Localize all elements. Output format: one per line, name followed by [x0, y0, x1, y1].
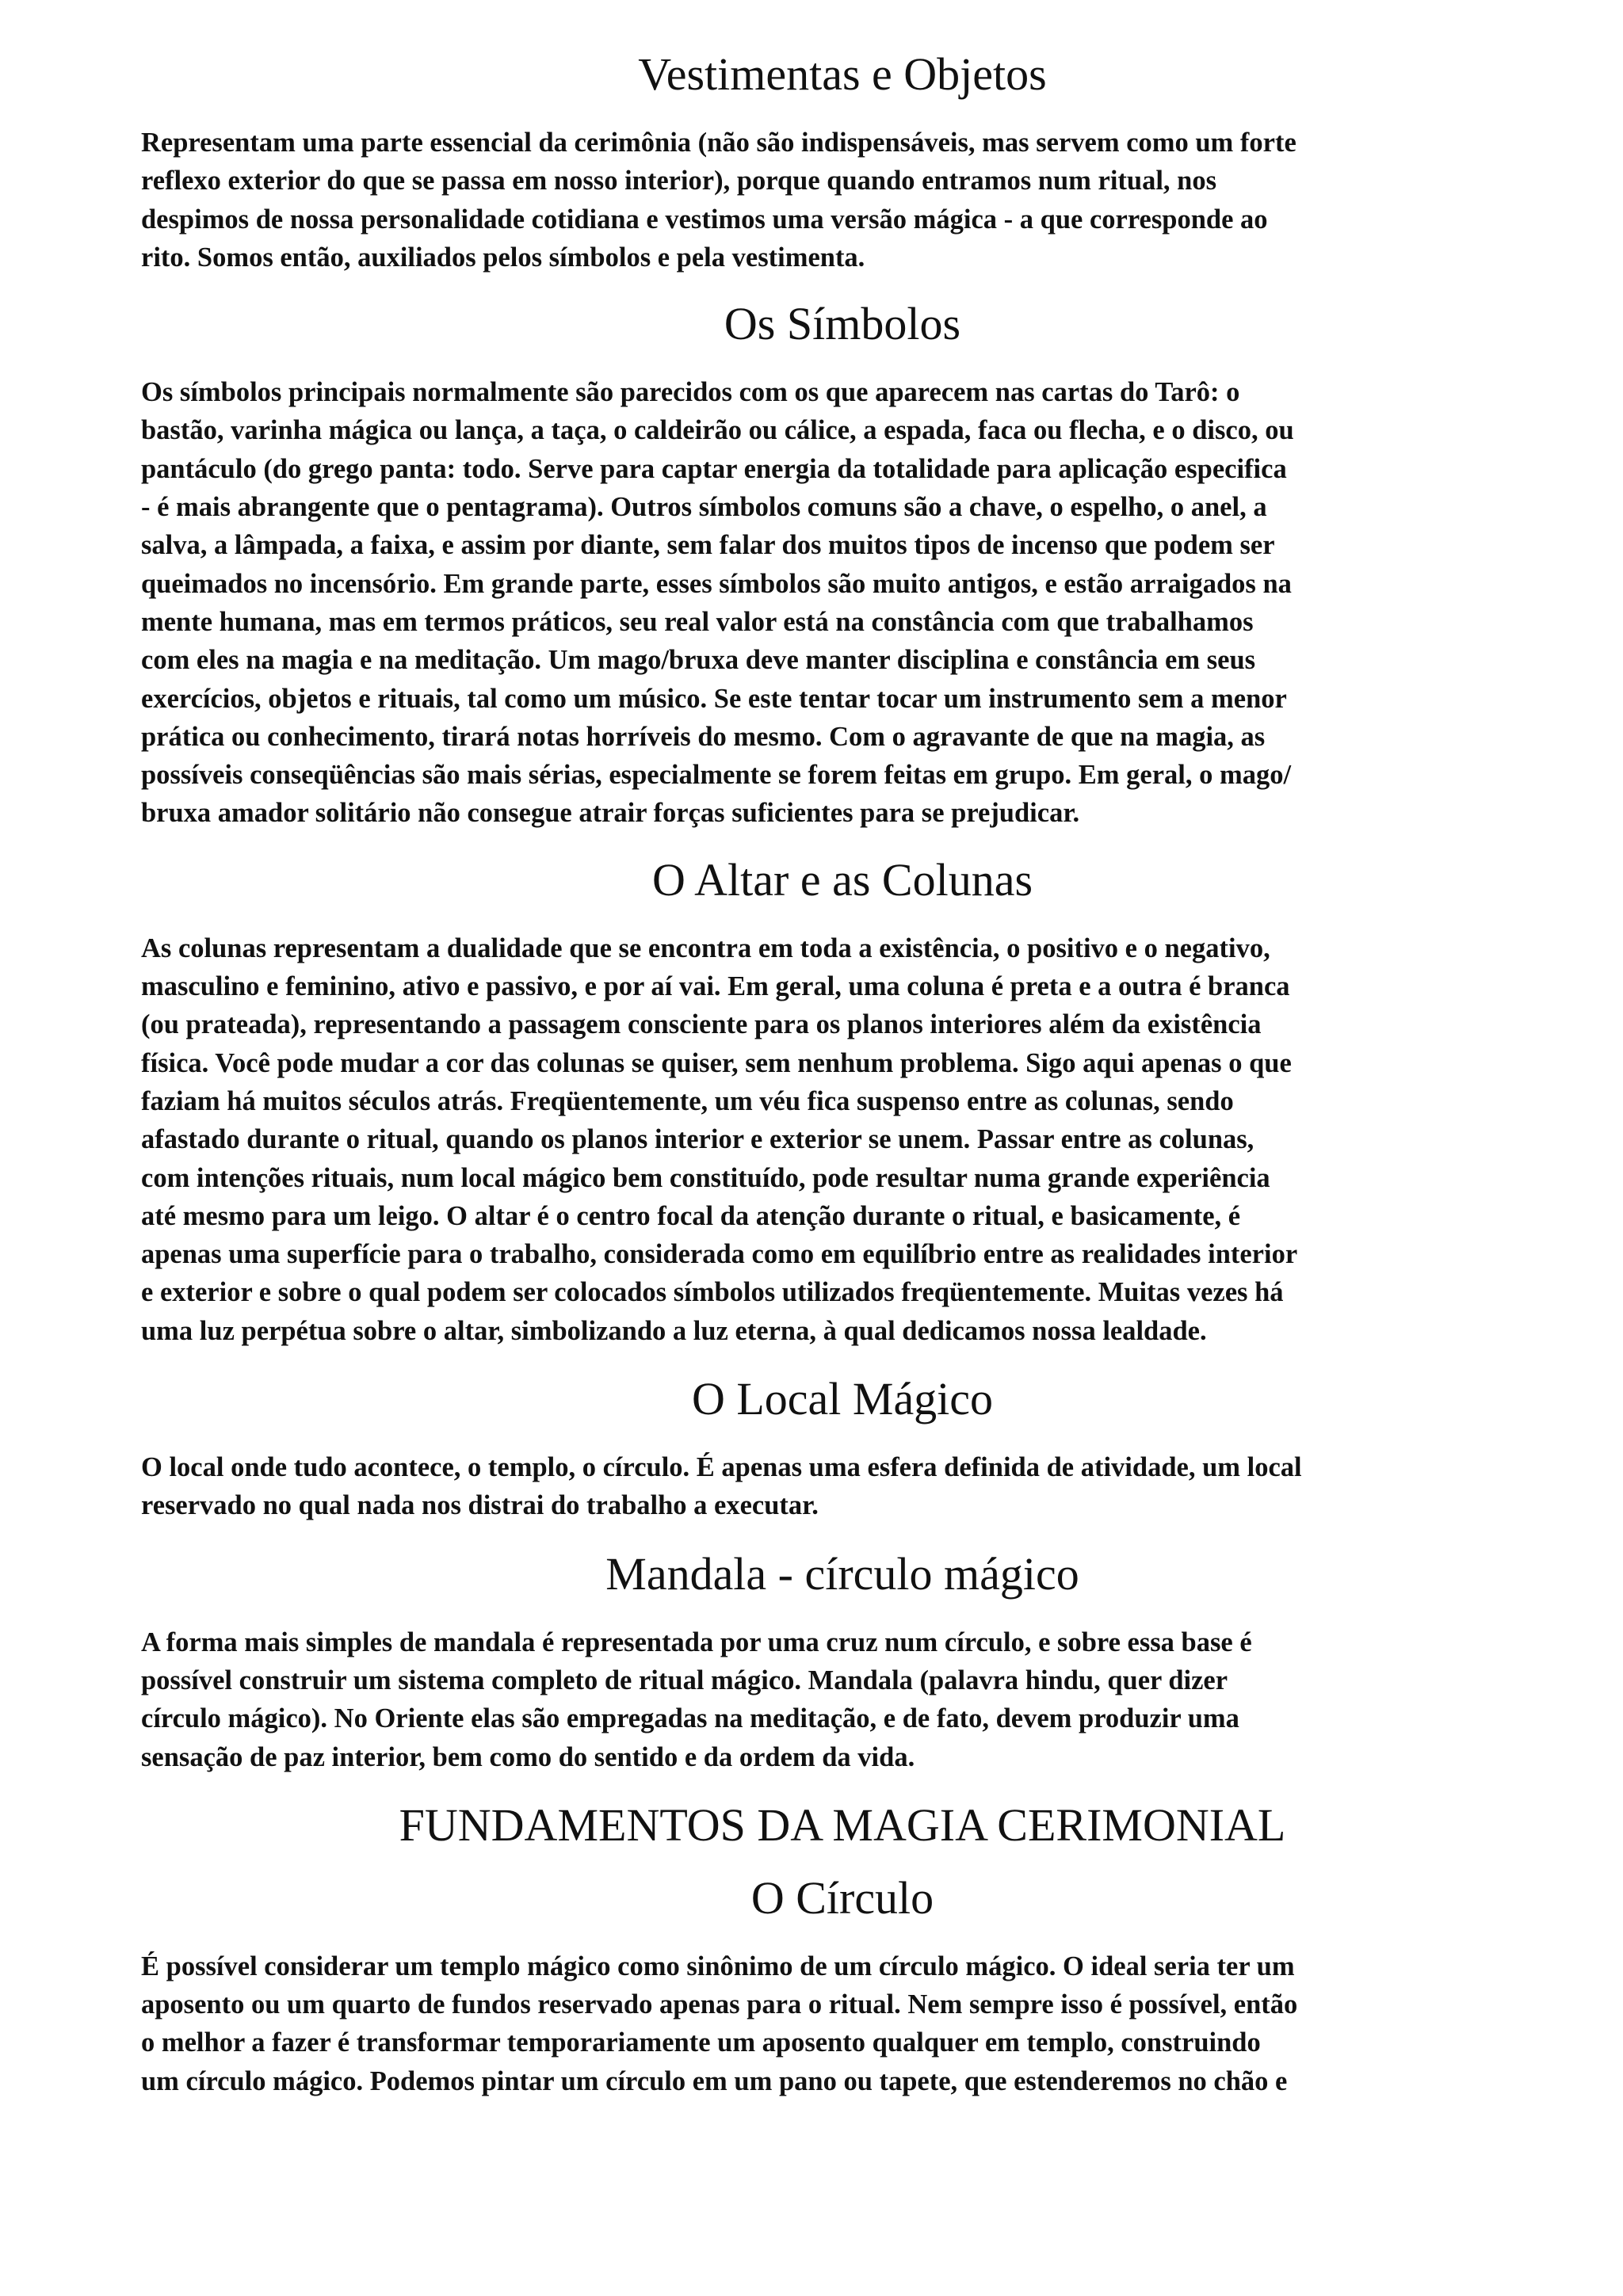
paragraph-local-magico — [141, 1448, 1544, 1525]
section-heading-local-magico: O Local Mágico — [691, 1373, 994, 1425]
text-line: exercícios, objetos e rituais, tal como um músico. Se este tentar tocar um instrumento sem a menor — [141, 683, 1287, 714]
text-line: salva, a lâmpada, a faixa, e assim por diante, sem falar dos muitos tipos de incenso que podem ser — [141, 530, 1275, 561]
text-line: sensação de paz interior, bem como do sentido e da ordem da vida. — [141, 1741, 915, 1772]
text-line: afastado durante o ritual, quando os planos interior e exterior se unem. Passar entre as colunas, — [141, 1124, 1254, 1155]
section-heading-simbolos: Os Símbolos — [724, 298, 961, 350]
text-line: É possível considerar um templo mágico como sinônimo de um círculo mágico. O ideal seria ter um — [141, 1951, 1295, 1981]
text-line: rito. Somos então, auxiliados pelos símbolos e pela vestimenta. — [141, 242, 865, 273]
paragraph-simbolos — [141, 373, 1544, 833]
text-line: queimados no incensório. Em grande parte, esses símbolos são muito antigos, e estão arraigados na — [141, 568, 1292, 599]
text-line: aposento ou um quarto de fundos reservado apenas para o ritual. Nem sempre isso é possível, então — [141, 1989, 1298, 2020]
text-line: reservado no qual nada nos distrai do trabalho a executar. — [141, 1490, 819, 1521]
text-line: despimos de nossa personalidade cotidiana e vestimos uma versão mágica - a que corresponde ao — [141, 204, 1268, 235]
text-line: O local onde tudo acontece, o templo, o círculo. É apenas uma esfera definida de atividade, um local — [141, 1452, 1302, 1483]
document-page — [141, 46, 1544, 2100]
text-line: bruxa amador solitário não consegue atrair forças suficientes para se prejudicar. — [141, 798, 1080, 829]
paragraph-vestimentas — [141, 124, 1544, 277]
chapter-heading-fundamentos: FUNDAMENTOS DA MAGIA CERIMONIAL — [399, 1798, 1286, 1851]
paragraph-altar — [141, 929, 1544, 1350]
section-heading-circulo: O Círculo — [750, 1871, 934, 1924]
text-line: pantáculo (do grego panta: todo. Serve para captar energia da totalidade para aplicação especifica — [141, 453, 1287, 484]
text-line: Os símbolos principais normalmente são parecidos com os que aparecem nas cartas do Tarô: o — [141, 377, 1240, 408]
text-line: o melhor a fazer é transformar temporariamente um aposento qualquer em templo, construindo — [141, 2027, 1261, 2058]
text-line: círculo mágico). No Oriente elas são empregadas na meditação, e de fato, devem produzir uma — [141, 1703, 1239, 1734]
text-line: possíveis conseqüências são mais sérias, especialmente se forem feitas em grupo. Em geral, o mago/ — [141, 760, 1292, 791]
text-line: (ou prateada), representando a passagem consciente para os planos interiores além da existência — [141, 1009, 1262, 1040]
paragraph-mandala — [141, 1623, 1544, 1776]
text-line: - é mais abrangente que o pentagrama). Outros símbolos comuns são a chave, o espelho, o anel, a — [141, 492, 1267, 523]
section-heading-vestimentas: Vestimentas e Objetos — [638, 48, 1047, 100]
text-line: uma luz perpétua sobre o altar, simbolizando a luz eterna, à qual dedicamos nossa lealdade. — [141, 1315, 1207, 1346]
text-line: mente humana, mas em termos práticos, seu real valor está na constância com que trabalhamos — [141, 606, 1254, 637]
text-line: e exterior e sobre o qual podem ser colocados símbolos utilizados freqüentemente. Muitas vezes há — [141, 1277, 1284, 1308]
text-line: bastão, varinha mágica ou lança, a taça, o caldeirão ou cálice, a espada, faca ou flecha, e o disco, ou — [141, 415, 1294, 446]
text-line: A forma mais simples de mandala é representada por uma cruz num círculo, e sobre essa base é — [141, 1627, 1252, 1657]
text-line: prática ou conhecimento, tirará notas horríveis do mesmo. Com o agravante de que na magia, as — [141, 721, 1266, 752]
text-line: masculino e feminino, ativo e passivo, e por aí vai. Em geral, uma coluna é preta e a outra é branca — [141, 971, 1290, 1002]
section-heading-altar: O Altar e as Colunas — [651, 853, 1033, 906]
text-line: reflexo exterior do que se passa em nosso interior), porque quando entramos num ritual, nos — [141, 166, 1217, 196]
text-line: um círculo mágico. Podemos pintar um círculo em um pano ou tapete, que estenderemos no chão e — [141, 2065, 1288, 2096]
paragraph-circulo — [141, 1947, 1544, 2100]
text-line: faziam há muitos séculos atrás. Freqüentemente, um véu fica suspenso entre as colunas, sendo — [141, 1085, 1234, 1116]
section-heading-mandala: Mandala - círculo mágico — [605, 1547, 1079, 1600]
text-line: Representam uma parte essencial da cerimônia (não são indispensáveis, mas servem como um forte — [141, 128, 1296, 158]
text-line: As colunas representam a dualidade que se encontra em toda a existência, o positivo e o negativo, — [141, 933, 1270, 963]
text-line: com intenções rituais, num local mágico bem constituído, pode resultar numa grande experiência — [141, 1162, 1270, 1193]
text-line: apenas uma superfície para o trabalho, considerada como em equilíbrio entre as realidades interior — [141, 1239, 1298, 1270]
text-line: até mesmo para um leigo. O altar é o centro focal da atenção durante o ritual, e basicamente, é — [141, 1200, 1241, 1231]
text-line: física. Você pode mudar a cor das colunas se quiser, sem nenhum problema. Sigo aqui apenas o que — [141, 1047, 1292, 1078]
text-line: possível construir um sistema completo de ritual mágico. Mandala (palavra hindu, quer dizer — [141, 1665, 1228, 1695]
text-line: com eles na magia e na meditação. Um mago/bruxa deve manter disciplina e constância em seus — [141, 645, 1256, 676]
